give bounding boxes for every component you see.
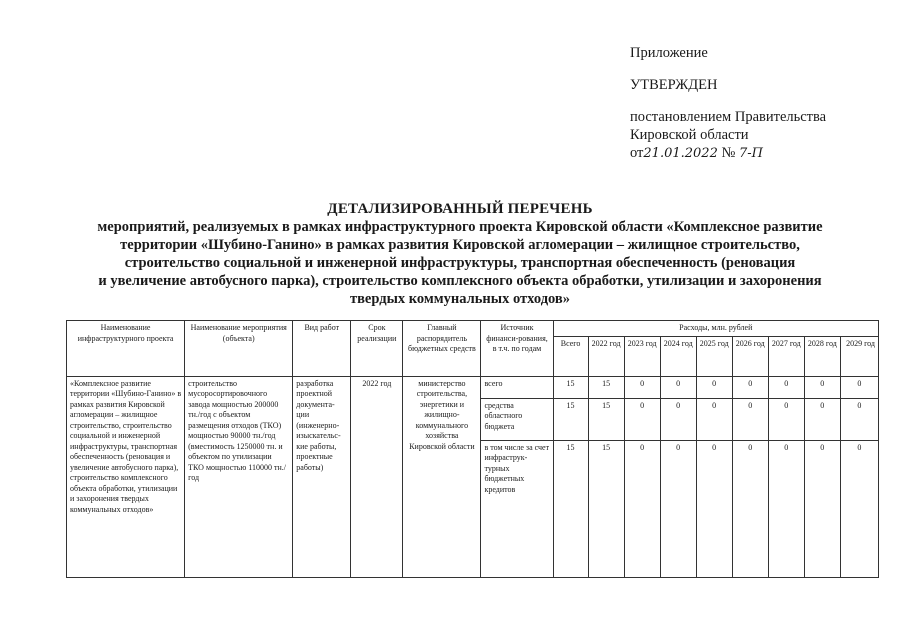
cell-manager: министерство строительства, энергетики и жилищно-коммунального хозяйства Кировской области [403, 376, 481, 578]
header-year: 2029 год [840, 336, 878, 376]
title-main: ДЕТАЛИЗИРОВАННЫЙ ПЕРЕЧЕНЬ [327, 201, 593, 217]
header-total: Всего [553, 336, 588, 376]
decree-line-2: Кировской области [630, 127, 749, 143]
header-measure: Наименование мероприятия (объекта) [185, 321, 293, 377]
source-label: в том числе за счет инфраструк-турных бюджетных кредитов [481, 440, 553, 578]
approved-label: УТВЕРЖДЕН [630, 77, 718, 93]
cell-value: 0 [804, 398, 840, 440]
handwritten-number: 7-П [738, 146, 763, 161]
cell-value: 15 [588, 440, 624, 578]
cell-value: 0 [696, 440, 732, 578]
cell-value: 0 [696, 376, 732, 398]
header-manager: Главный распорядитель бюджетных средств [403, 321, 481, 377]
cell-value: 0 [768, 440, 804, 578]
title-line: твердых коммунальных отходов» [349, 291, 571, 307]
cell-value: 15 [588, 398, 624, 440]
cell-value: 0 [840, 440, 878, 578]
cell-term: 2022 год [351, 376, 403, 578]
expenses-table [66, 320, 879, 578]
cell-value: 0 [732, 440, 768, 578]
cell-value: 0 [696, 398, 732, 440]
expenses-table-wrapper [66, 320, 879, 578]
cell-value: 0 [660, 440, 696, 578]
cell-value: 15 [588, 376, 624, 398]
source-label: средства областного бюджета [481, 398, 553, 440]
number-prefix: № [721, 145, 736, 161]
decree-date-line [630, 144, 826, 163]
header-year: 2023 год [624, 336, 660, 376]
title-line: строительство социальной и инженерной инфраструктуры, транспортная обеспеченность (реновация [124, 255, 796, 271]
source-label: всего [481, 376, 553, 398]
cell-value: 0 [660, 376, 696, 398]
header-year: 2024 год [660, 336, 696, 376]
header-year: 2027 год [768, 336, 804, 376]
header-expenses: Расходы, млн. рублей [553, 321, 878, 337]
cell-value: 0 [768, 376, 804, 398]
table-row [67, 376, 879, 398]
title-line: и увеличение автобусного парка), строительство комплексного объекта обработки, утилизации и захоронения [98, 273, 822, 289]
header-source: Источник финанси-рования, в т.ч. по годам [481, 321, 553, 377]
cell-measure: строительство мусоросортировочного завода мощностью 200000 тн./год с объектом размещения отходов (ТКО) мощностью 90000 тн./год (вместимость 1250000 тн. и объектом по утилизации ТКО мощностью 110000 тн./год [185, 376, 293, 578]
cell-total: 15 [553, 398, 588, 440]
cell-value: 0 [804, 440, 840, 578]
header-work: Вид работ [293, 321, 351, 377]
cell-value: 0 [660, 398, 696, 440]
cell-value: 0 [840, 376, 878, 398]
approval-stamp [630, 44, 826, 163]
cell-value: 0 [624, 440, 660, 578]
cell-value: 0 [804, 376, 840, 398]
header-term: Срок реализации [351, 321, 403, 377]
header-project: Наименование инфраструктурного проекта [67, 321, 185, 377]
cell-value: 0 [732, 376, 768, 398]
cell-value: 0 [840, 398, 878, 440]
header-year: 2025 год [696, 336, 732, 376]
header-year: 2022 год [588, 336, 624, 376]
header-year: 2028 год [804, 336, 840, 376]
cell-value: 0 [624, 398, 660, 440]
cell-work: разработка проектной документа-ции (инженерно-изыскательс-кие работы, проектные работы) [293, 376, 351, 578]
cell-value: 0 [624, 376, 660, 398]
title-line: территории «Шубино-Ганино» в рамках развития Кировской агломерации – жилищное строительство, [120, 237, 800, 253]
title-line: мероприятий, реализуемых в рамках инфраструктурного проекта Кировской области «Комплексное развитие [97, 219, 823, 235]
appendix-label: Приложение [630, 45, 708, 61]
cell-total: 15 [553, 440, 588, 578]
cell-value: 0 [768, 398, 804, 440]
cell-value: 0 [732, 398, 768, 440]
handwritten-date: 21.01.2022 [643, 146, 718, 161]
document-title [60, 200, 860, 308]
cell-project: «Комплексное развитие территории «Шубино-Ганино» в рамках развития Кировской агломерации – жилищное строительство, строительство социальной и инженерной инфраструктуры, транспортная обеспеченность (реновация и увеличение автобусного парка), строительство комплексного объекта обработки, утилизации и захоронения твердых коммунальных отходов» [67, 376, 185, 578]
decree-line-1: постановлением Правительства [630, 109, 827, 125]
date-prefix: от [630, 145, 644, 161]
cell-total: 15 [553, 376, 588, 398]
header-year: 2026 год [732, 336, 768, 376]
